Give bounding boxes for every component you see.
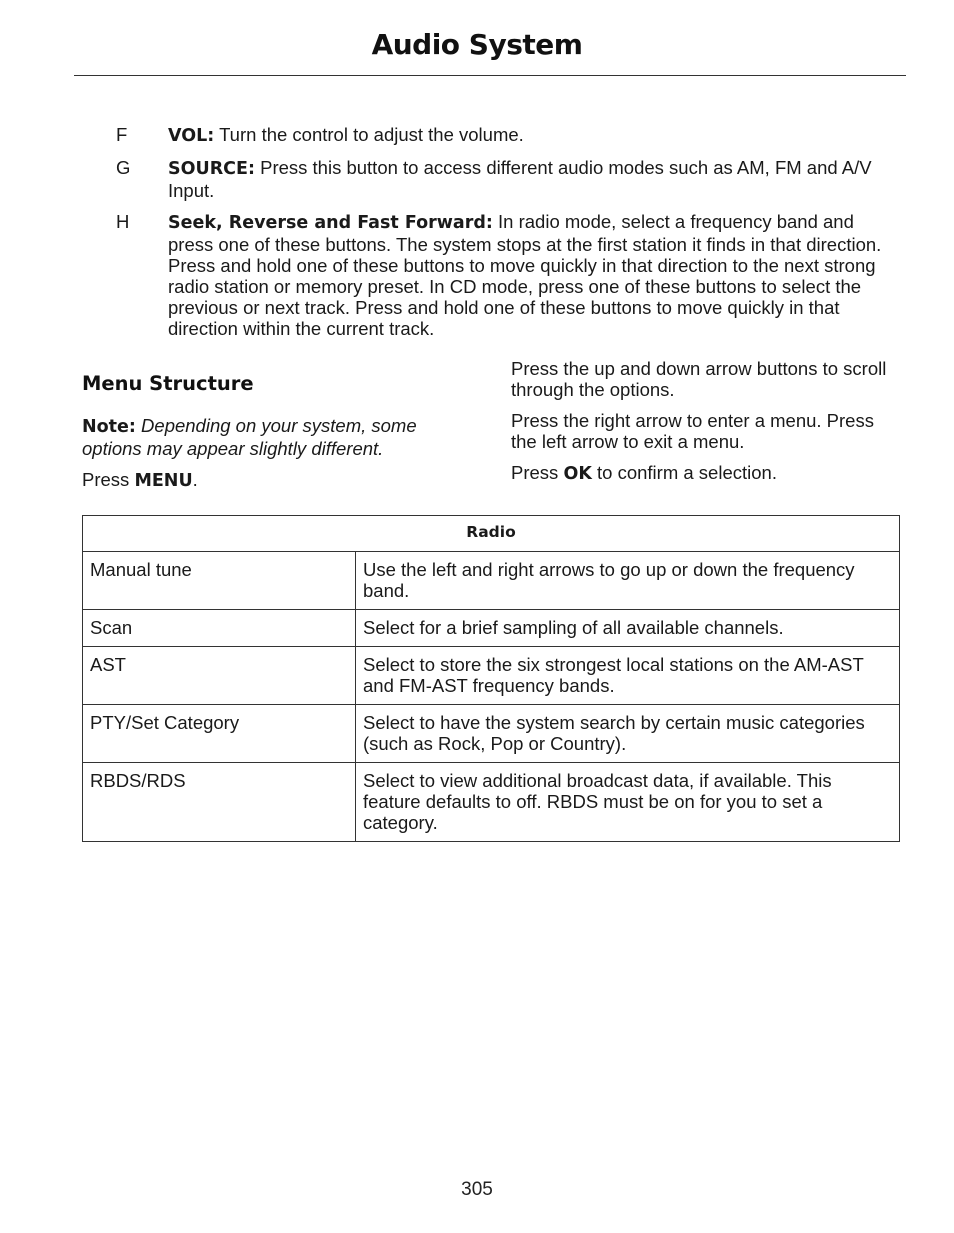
scroll-instruction: Press the up and down arrow buttons to scroll through the options.	[511, 358, 887, 400]
item-body	[168, 211, 898, 339]
row-description: Select to view additional broadcast data, if available. This feature defaults to off. RBDS must be on for you to set a category.	[356, 763, 900, 842]
confirm-prefix: Press	[511, 462, 564, 483]
confirm-suffix: to confirm a selection.	[591, 462, 777, 483]
row-label: Manual tune	[83, 552, 356, 610]
item-key: F	[116, 124, 128, 145]
table-row	[83, 610, 900, 647]
note-text: Depending on your system, some options may appear slightly different.	[82, 415, 417, 459]
title-divider	[74, 75, 906, 76]
item-key: H	[116, 211, 130, 232]
press-prefix: Press	[82, 469, 135, 490]
table-row	[83, 763, 900, 842]
ok-key: OK	[563, 464, 592, 484]
note-label: Note:	[82, 417, 136, 437]
row-label: PTY/Set Category	[83, 705, 356, 763]
list-item	[82, 157, 898, 201]
row-label: Scan	[83, 610, 356, 647]
item-body	[168, 157, 898, 201]
table-header-row	[83, 516, 900, 552]
section-heading: Menu Structure	[82, 372, 254, 395]
confirm-instruction	[511, 462, 901, 485]
menu-key: MENU	[134, 471, 193, 491]
item-term: Seek, Reverse and Fast Forward:	[168, 213, 493, 233]
item-term: SOURCE:	[168, 159, 255, 179]
item-body	[168, 124, 898, 147]
menu-structure-section	[82, 372, 472, 502]
table-header: Radio	[83, 516, 900, 552]
table-row	[83, 705, 900, 763]
row-label: RBDS/RDS	[83, 763, 356, 842]
radio-menu-table	[82, 515, 900, 842]
enter-exit-instruction: Press the right arrow to enter a menu. Press the left arrow to exit a menu.	[511, 410, 874, 452]
list-item	[82, 211, 898, 339]
row-label: AST	[83, 647, 356, 705]
page-title: Audio System	[371, 28, 583, 61]
item-term: VOL:	[168, 126, 215, 146]
list-item	[82, 124, 898, 147]
row-description: Use the left and right arrows to go up or down the frequency band.	[356, 552, 900, 610]
item-text: Press this button to access different audio modes such as AM, FM and A/V Input.	[168, 157, 872, 201]
press-suffix: .	[192, 469, 198, 490]
row-description: Select for a brief sampling of all available channels.	[356, 610, 900, 647]
row-description: Select to have the system search by certain music categories (such as Rock, Pop or Country).	[356, 705, 900, 763]
navigation-instructions	[511, 358, 901, 495]
row-description: Select to store the six strongest local stations on the AM-AST and FM-AST frequency bands.	[356, 647, 900, 705]
item-key: G	[116, 157, 131, 178]
item-text: In radio mode, select a frequency band and press one of these buttons. The system stops at the first station it finds in that direction. Press and hold one of these buttons to move quickly in that direction to the next strong radio station or memory preset. In CD mode, press one of these buttons to select the previous or next track. Press and hold one of these buttons to move quickly in that direction within the current track.	[168, 211, 882, 339]
table-row	[83, 552, 900, 610]
press-menu-paragraph	[82, 469, 472, 492]
item-text: Turn the control to adjust the volume.	[214, 124, 524, 145]
control-definitions-list	[82, 124, 898, 349]
note-paragraph	[82, 415, 472, 459]
page-number: 305	[461, 1179, 493, 1200]
table-row	[83, 647, 900, 705]
